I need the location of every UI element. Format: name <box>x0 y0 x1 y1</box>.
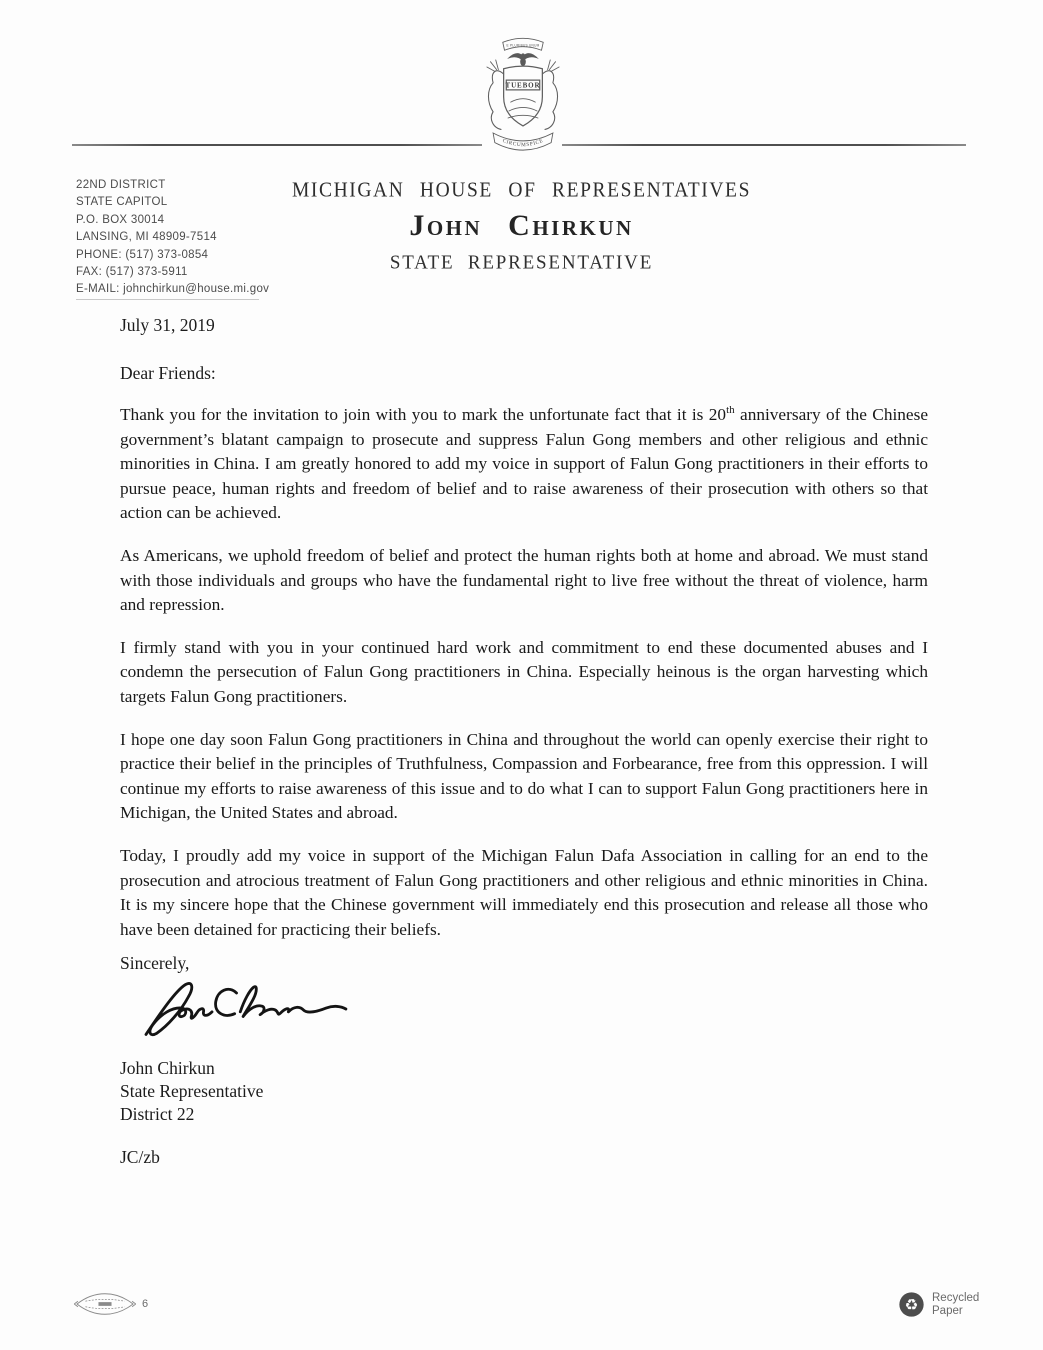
signer-block <box>120 1057 263 1126</box>
contact-phone: PHONE: (517) 373-0854 <box>76 248 209 261</box>
representative-name: John Chirkun <box>409 209 634 242</box>
contact-pobox: P.O. BOX 30014 <box>76 213 165 226</box>
contact-city: LANSING, MI 48909-7514 <box>76 231 217 244</box>
contact-email: E-MAIL: johnchirkun@house.mi.gov <box>76 283 270 296</box>
contact-district: 22ND DISTRICT <box>76 179 166 191</box>
contact-capitol: STATE CAPITOL <box>76 196 168 209</box>
union-bug-icon <box>72 1290 138 1318</box>
seal-motto-top: E PLURIBUS UNUM <box>506 43 540 48</box>
contact-underline <box>76 299 259 300</box>
paragraph-text: Thank you for the invitation to join with you to mark the unfortunate fact that it is 20 <box>120 405 727 424</box>
ordinal-superscript: th <box>726 404 735 417</box>
signer-name: John Chirkun <box>120 1058 215 1078</box>
svg-text:CIRCUMSPICE <box>502 138 545 148</box>
representative-title: STATE REPRESENTATIVE <box>389 251 654 274</box>
paragraph-text: anniversary of the Chinese government’s blatant campaign to prosecute and suppress Falun Gong members and other religious and ethnic minorities in China. I am greatly honored to add my voice in support of Falun Gong practitioners in their efforts to pursue peace, human rights and freedom of belief and to raise awareness of their prosecution with others so that action can be achieved. <box>120 405 928 523</box>
letter-paragraph-3: I firmly stand with you in your continued hard work and commitment to end these documented abuses and I condemn the persecution of Falun Gong practitioners in China. Especially heinous is the organ harvesting which targets Falun Gong practitioners. <box>120 637 928 706</box>
union-bug-number: 6 <box>142 1298 149 1310</box>
contact-fax: FAX: (517) 373-5911 <box>76 266 188 279</box>
union-bug <box>72 1290 148 1318</box>
letter-paragraph-1 <box>120 403 928 526</box>
svg-text:♻: ♻ <box>904 1295 919 1314</box>
recycled-label-line1: Recycled <box>932 1291 980 1304</box>
letter-body <box>120 403 928 960</box>
reference-initials: JC/zb <box>120 1147 160 1167</box>
recycled-label-line2: Paper <box>932 1304 963 1317</box>
signature-icon <box>136 976 354 1042</box>
organization-title: MICHIGAN HOUSE OF REPRESENTATIVES <box>291 179 752 202</box>
recycling-icon <box>898 1291 925 1318</box>
letter-paragraph-4: I hope one day soon Falun Gong practitioners in China and throughout the world can openly exercise their right to practice their belief in the principles of Truthfulness, Compassion and Forbearance, free from this oppression. I will continue my efforts to raise awareness of this issue and to do what I can to support Falun Gong practitioners here in Michigan, the United States and abroad. <box>120 729 928 823</box>
recycled-paper-mark <box>898 1291 979 1318</box>
recycled-paper-label <box>932 1292 979 1318</box>
seal-motto-circumspice: CIRCUMSPICE <box>501 137 545 149</box>
seal-motto-tuebor: TUEBOR <box>505 81 541 90</box>
closing: Sincerely, <box>120 953 190 973</box>
signer-district: District 22 <box>120 1104 195 1124</box>
header-rule-left <box>72 144 482 146</box>
letter-paragraph-2: As Americans, we uphold freedom of belief and protect the human rights both at home and abroad. We must stand with those individuals and groups who have the fundamental right to live free without the threat of violence, harm and repression. <box>120 545 928 615</box>
letter-date: July 31, 2019 <box>120 315 215 335</box>
michigan-state-seal-icon <box>479 30 567 162</box>
salutation: Dear Friends: <box>120 363 216 383</box>
header-rule-right <box>562 144 966 146</box>
signer-title: State Representative <box>120 1081 264 1101</box>
letter-paragraph-5: Today, I proudly add my voice in support of the Michigan Falun Dafa Association in calling for an end to the prosecution and atrocious treatment of Falun Gong practitioners and other religious and ethnic minorities in China. It is my sincere hope that the Chinese government will immediately end this prosecution and release all those who have been detained for practicing their beliefs. <box>120 845 928 939</box>
